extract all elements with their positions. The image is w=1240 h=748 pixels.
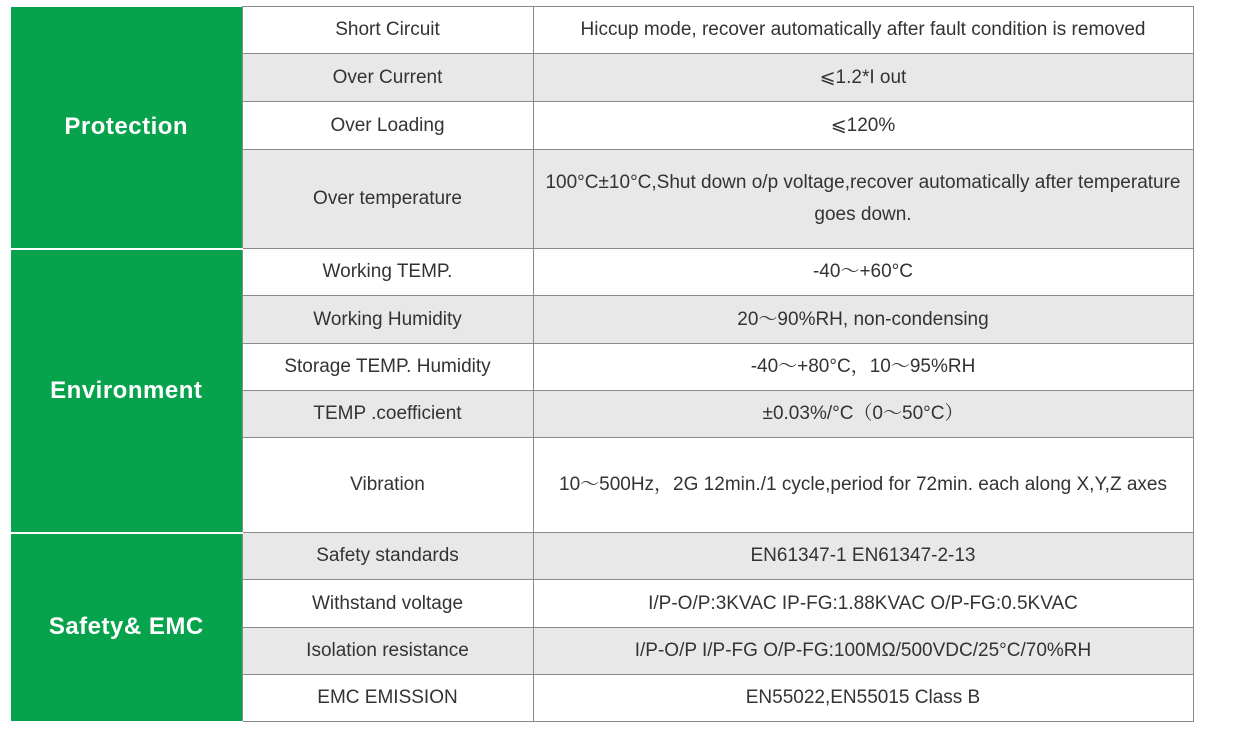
category-safety-emc: Safety& EMC [11,533,242,722]
value-short-circuit: Hiccup mode, recover automatically after fault condition is removed [533,7,1193,54]
param-vibration: Vibration [242,438,533,533]
param-withstand-voltage: Withstand voltage [242,580,533,628]
value-isolation-resistance: I/P-O/P I/P-FG O/P-FG:100MΩ/500VDC/25°C/70%RH [533,628,1193,675]
value-over-temperature: 100°C±10°C,Shut down o/p voltage,recover automatically after temperature goes down. [533,150,1193,249]
value-emc-emission: EN55022,EN55015 Class B [533,675,1193,722]
value-safety-standards: EN61347-1 EN61347-2-13 [533,533,1193,580]
param-over-current: Over Current [242,54,533,102]
param-isolation-resistance: Isolation resistance [242,628,533,675]
table-row [11,249,1193,296]
param-over-temperature: Over temperature [242,150,533,249]
value-vibration: 10～500Hz，2G 12min./1 cycle,period for 72min. each along X,Y,Z axes [533,438,1193,533]
param-safety-standards: Safety standards [242,533,533,580]
category-protection: Protection [11,7,242,249]
value-over-current: ⩽1.2*I out [533,54,1193,102]
param-over-loading: Over Loading [242,102,533,150]
param-working-humidity: Working Humidity [242,296,533,344]
param-emc-emission: EMC EMISSION [242,675,533,722]
value-working-temp: -40～+60°C [533,249,1193,296]
value-storage-temp-humidity: -40～+80°C，10～95%RH [533,344,1193,391]
param-short-circuit: Short Circuit [242,7,533,54]
value-working-humidity: 20～90%RH, non-condensing [533,296,1193,344]
table-row [11,7,1193,54]
value-temp-coefficient: ±0.03%/°C（0～50°C） [533,391,1193,438]
category-environment: Environment [11,249,242,533]
value-withstand-voltage: I/P-O/P:3KVAC IP-FG:1.88KVAC O/P-FG:0.5KVAC [533,580,1193,628]
param-temp-coefficient: TEMP .coefficient [242,391,533,438]
param-storage-temp-humidity: Storage TEMP. Humidity [242,344,533,391]
value-over-loading: ⩽120% [533,102,1193,150]
param-working-temp: Working TEMP. [242,249,533,296]
spec-table [11,6,1194,723]
table-row [11,533,1193,580]
